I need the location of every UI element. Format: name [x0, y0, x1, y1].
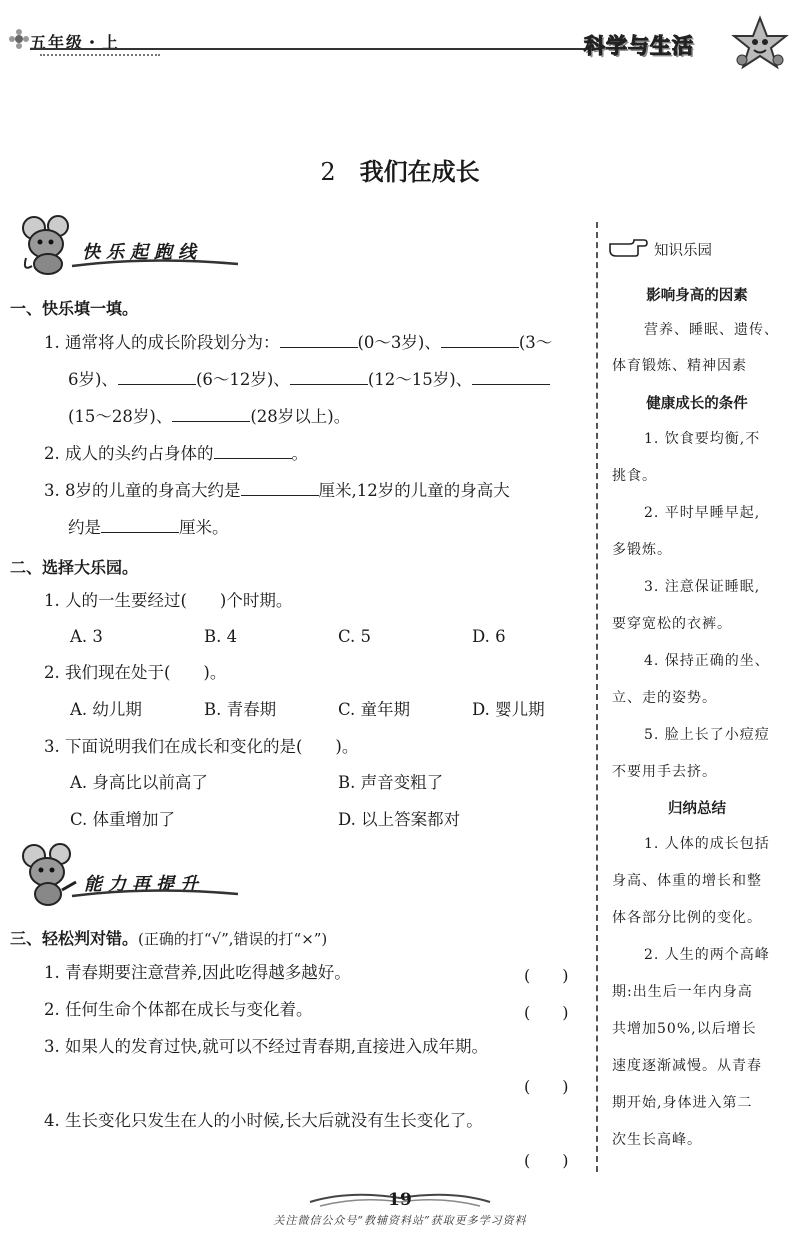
- section-judge-heading-row: [10, 926, 327, 949]
- answer-paren[interactable]: ( ): [524, 1151, 569, 1170]
- q-text: (28岁以上)。: [250, 407, 351, 426]
- sidebar-text: 1. 饮食要均衡,不: [644, 431, 761, 447]
- sidebar-text: 1. 人体的成长包括: [644, 836, 770, 852]
- fill-q3-line1: [44, 481, 510, 501]
- choice-option[interactable]: A. 幼儿期: [70, 700, 142, 719]
- answer-paren[interactable]: ( ): [524, 966, 569, 985]
- choice-option[interactable]: B. 青春期: [204, 700, 277, 719]
- choice-option[interactable]: D. 6: [472, 627, 506, 646]
- choice-q2-stem: [44, 663, 226, 683]
- answer-blank[interactable]: [280, 333, 358, 348]
- fill-q1-line1: [44, 333, 552, 353]
- sidebar-text: 期:出生后一年内身高: [612, 984, 753, 1000]
- footer-text: 关注微信公众号“教辅资料站”获取更多学习资料: [273, 1214, 527, 1227]
- q-text[interactable]: 我们现在处于( )。: [65, 663, 227, 682]
- answer-blank[interactable]: [101, 518, 179, 533]
- sidebar-text: 挑食。: [612, 468, 657, 484]
- sidebar-text: 体育锻炼、精神因素: [612, 358, 747, 374]
- q-text: 。: [291, 444, 308, 463]
- q-num: 3.: [44, 481, 60, 500]
- choice-option[interactable]: C. 童年期: [338, 700, 411, 719]
- q-text: (12～15岁)、: [367, 370, 473, 389]
- answer-paren[interactable]: ( ): [524, 1003, 569, 1022]
- banner-ability-up: 能力再提升: [84, 874, 204, 895]
- grade-label: 五年级・上: [30, 33, 121, 52]
- answer-blank[interactable]: [441, 333, 519, 348]
- answer-blank[interactable]: [214, 444, 292, 459]
- judge-item-2: [44, 1000, 313, 1020]
- q-text: (0～3岁)、: [357, 333, 441, 352]
- choice-option[interactable]: A. 身高比以前高了: [70, 773, 208, 792]
- sidebar-text: 2. 人生的两个高峰: [644, 947, 770, 963]
- judge-item-1: [44, 963, 351, 983]
- q-num: 2.: [44, 444, 60, 463]
- q-num: 1.: [44, 591, 60, 610]
- fill-q2: [44, 444, 308, 464]
- q-text: 通常将人的成长阶段划分为：: [65, 333, 280, 352]
- lesson-number: 2: [320, 158, 336, 186]
- pointing-hand-icon: [608, 234, 648, 262]
- sidebar-text: 5. 脸上长了小痘痘: [644, 727, 770, 743]
- header-flower-icon: [8, 28, 30, 54]
- choice-option[interactable]: B. 声音变粗了: [338, 773, 444, 792]
- star-mascot-icon: [730, 14, 790, 78]
- sidebar-text: 营养、睡眠、遗传、: [644, 322, 779, 338]
- sidebar-title: 知识乐园: [654, 243, 712, 259]
- q-text[interactable]: 下面说明我们在成长和变化的是( )。: [65, 737, 359, 756]
- q-num: 2.: [44, 1000, 60, 1019]
- fill-q3-line2: [68, 518, 229, 538]
- q-text: 8岁的儿童的身高大约是: [65, 481, 241, 500]
- choice-option[interactable]: C. 体重增加了: [70, 810, 176, 829]
- fill-q1-line2: [68, 370, 550, 390]
- sidebar-text: 速度逐渐减慢。从青春: [612, 1058, 762, 1074]
- judge-item-4: [44, 1111, 483, 1131]
- q-text: 成人的头约占身体的: [65, 444, 214, 463]
- q-text: (15～28岁)、: [68, 407, 173, 426]
- choice-option[interactable]: B. 4: [204, 627, 238, 646]
- sidebar-text: 期开始,身体进入第二: [612, 1095, 753, 1111]
- q-text: 如果人的发育过快,就可以不经过青春期,直接进入成年期。: [65, 1037, 488, 1056]
- answer-paren[interactable]: ( ): [524, 1077, 569, 1096]
- brand-title: 科学与生活: [584, 34, 694, 58]
- q-text[interactable]: 人的一生要经过( )个时期。: [65, 591, 293, 610]
- header-dots: [40, 54, 160, 56]
- q-text: (6～12岁)、: [195, 370, 290, 389]
- sidebar-text: 3. 注意保证睡眠,: [644, 579, 761, 595]
- q-text: 厘米。: [179, 518, 229, 537]
- sidebar-text: 不要用手去挤。: [612, 764, 717, 780]
- answer-blank[interactable]: [241, 481, 319, 496]
- choice-option[interactable]: A. 3: [70, 627, 103, 646]
- section-fill-heading: 一、快乐填一填。: [10, 299, 139, 318]
- lesson-title-text: 我们在成长: [359, 158, 480, 186]
- sidebar-text: 立、走的姿势。: [612, 690, 717, 706]
- section-choice-heading: 二、选择大乐园。: [10, 558, 139, 577]
- q-num: 1.: [44, 963, 60, 982]
- q-text: 6岁)、: [68, 370, 118, 389]
- mouse-mascot-icon: [18, 214, 78, 280]
- sidebar-text: 多锻炼。: [612, 542, 672, 558]
- q-num: 2.: [44, 663, 60, 682]
- section-judge-heading: 三、轻松判对错。: [10, 929, 139, 948]
- q-text: 厘米,12岁的儿童的身高大: [318, 481, 510, 500]
- choice-q1-stem: [44, 591, 292, 611]
- answer-blank[interactable]: [118, 370, 196, 385]
- choice-option[interactable]: D. 以上答案都对: [338, 810, 461, 829]
- sidebar-text: 次生长高峰。: [612, 1132, 702, 1148]
- q-text: 约是: [68, 518, 101, 537]
- choice-q3-stem: [44, 737, 358, 757]
- q-num: 3.: [44, 737, 60, 756]
- q-num: 3.: [44, 1037, 60, 1056]
- q-num: 1.: [44, 333, 60, 352]
- sidebar-heading-conditions: 健康成长的条件: [646, 396, 748, 412]
- q-text: 任何生命个体都在成长与变化着。: [65, 1000, 313, 1019]
- page-number: 19: [388, 1190, 412, 1210]
- answer-blank[interactable]: [472, 370, 550, 385]
- sidebar-text: 4. 保持正确的坐、: [644, 653, 770, 669]
- q-text: 生长变化只发生在人的小时候,长大后就没有生长变化了。: [65, 1111, 483, 1130]
- q-text: 青春期要注意营养,因此吃得越多越好。: [65, 963, 351, 982]
- judge-note: (正确的打“√”,错误的打“×”): [138, 930, 328, 948]
- sidebar-text: 体各部分比例的变化。: [612, 910, 762, 926]
- sidebar-heading-factors: 影响身高的因素: [646, 288, 748, 304]
- sidebar-text: 共增加50%,以后增长: [612, 1021, 757, 1037]
- q-text: (3～: [518, 333, 553, 352]
- banner-swoosh: [70, 254, 240, 274]
- judge-item-3: [44, 1037, 488, 1057]
- answer-blank[interactable]: [290, 370, 368, 385]
- sidebar-heading-summary: 归纳总结: [668, 801, 726, 817]
- banner-happy-start: 快乐起跑线: [82, 242, 202, 263]
- sidebar-divider: [596, 222, 598, 1172]
- banner-swoosh: [70, 884, 240, 904]
- choice-option[interactable]: D. 婴儿期: [472, 700, 545, 719]
- sidebar-text: 身高、体重的增长和整: [612, 873, 762, 889]
- q-num: 4.: [44, 1111, 60, 1130]
- choice-option[interactable]: C. 5: [338, 627, 372, 646]
- sidebar-text: 要穿宽松的衣裤。: [612, 616, 732, 632]
- sidebar-text: 2. 平时早睡早起,: [644, 505, 761, 521]
- lesson-title: [0, 152, 800, 187]
- fill-q1-line3: [68, 407, 350, 427]
- header-rule: [30, 48, 600, 50]
- answer-blank[interactable]: [172, 407, 250, 422]
